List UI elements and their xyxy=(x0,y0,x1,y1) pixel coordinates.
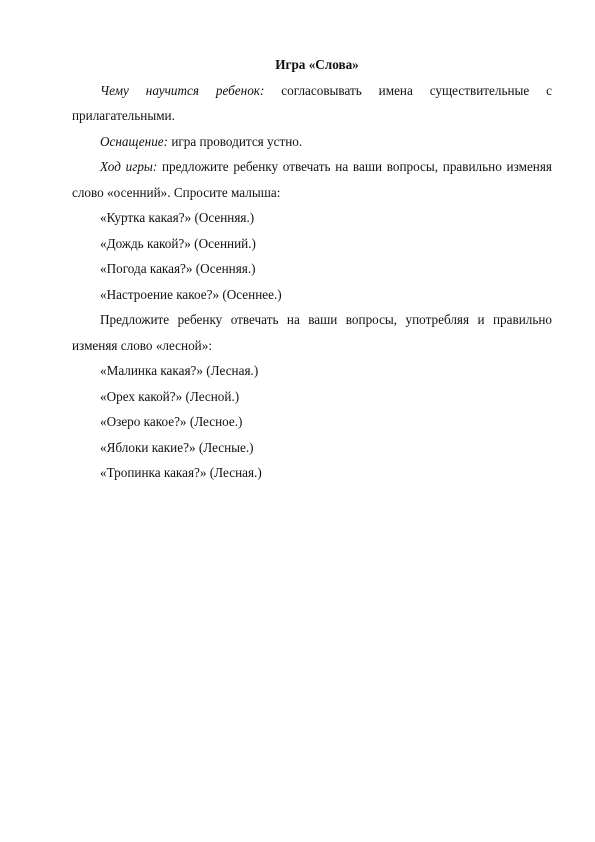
document-page xyxy=(72,52,552,486)
autumn-question: «Дождь какой?» (Осенний.) xyxy=(100,235,256,251)
document-title: Игра «Слова» xyxy=(275,57,359,72)
forest-question: «Орех какой?» (Лесной.) xyxy=(100,388,240,404)
procedure-paragraph xyxy=(72,154,552,205)
goal-label: Чему научится ребенок: xyxy=(100,82,265,98)
equipment-text: игра проводится устно. xyxy=(168,133,303,149)
autumn-question: «Настроение какое?» (Осеннее.) xyxy=(100,286,282,302)
procedure-text: предложите ребенку отвечать на ваши вопросы, правильно изменяя слово «осенний». Спросите малыша: xyxy=(72,159,552,200)
forest-intro-paragraph: Предложите ребенку отвечать на ваши вопросы, употребляя и правильно изменяя слово «лесной»: xyxy=(72,312,552,353)
forest-question: «Яблоки какие?» (Лесные.) xyxy=(100,439,254,455)
autumn-question: «Куртка какая?» (Осенняя.) xyxy=(100,210,255,225)
forest-question: «Малинка какая?» (Лесная.) xyxy=(100,363,259,378)
equipment-paragraph xyxy=(72,129,552,155)
goal-text: согласовывать имена существительные с прилагательными. xyxy=(72,82,552,123)
autumn-question: «Погода какая?» (Осенняя.) xyxy=(100,261,256,276)
procedure-label: Ход игры: xyxy=(100,159,158,174)
forest-question: «Озеро какое?» (Лесное.) xyxy=(100,414,243,429)
forest-question: «Тропинка какая?» (Лесная.) xyxy=(100,465,262,480)
goal-paragraph xyxy=(72,78,552,129)
equipment-label: Оснащение: xyxy=(100,133,169,149)
